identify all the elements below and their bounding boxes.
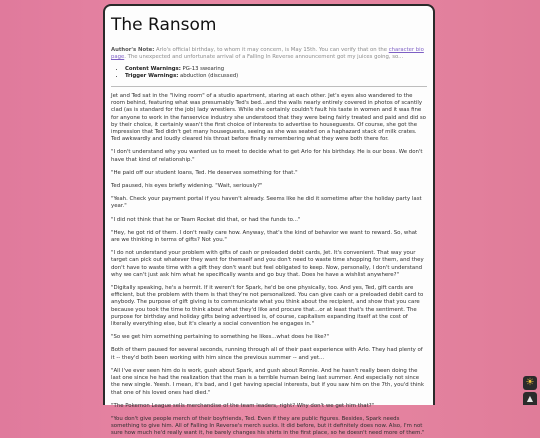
sun-icon: ☀ bbox=[525, 377, 535, 388]
author-note-label: Author's Note: bbox=[111, 47, 155, 53]
story-paragraph: Ted paused, his eyes briefly widening. "Wait, seriously?" bbox=[111, 183, 263, 190]
story-paragraph: "You don't give people merch of their boyfriends, Ted. Even if they are public figures. Besides, Spark needs something to give him. All of Falling In Reverse's merch sucks. It did before, but it definitely does now. Also, I'm not sure how much he'd really want it, he barely changes his shirts in the first place, so he doesn't need more of them." bbox=[111, 415, 425, 437]
warning-label: Trigger Warnings: bbox=[125, 73, 179, 79]
divider bbox=[111, 86, 427, 87]
character-bio-link[interactable]: character bio page bbox=[111, 47, 424, 60]
story-paragraph: Both of them paused for several seconds, running through all of their past experience with Arlo. They had plenty of it -- they'd both been working with him since the previous summer -- and yet... bbox=[111, 347, 423, 361]
story-body bbox=[111, 93, 427, 438]
story-paragraph: Jet and Ted sat in the "living room" of a studio apartment, staring at each other. Jet's eyes also wandered to the room behind, featuring what was presumably Ted's bed...and the walls nearly entirely covered in photos of scantily clad (as is standard for the job) lady wrestlers. While she certainly couldn't fault his taste in women and it was fine for anyone to work in the fanservice industry she understood that they were being fairly treated and paid and did so by their choice, it certainly wasn't the first choice of interests to advertise to houseguests. Of course, she got the impression that Ted didn't get many houseguests, seeing as she was seated on a haphazard stack of milk crates. Ted awkwardly and loudly cleared his throat before finally remembering what they were both there for. bbox=[111, 93, 426, 143]
author-note-text-2: . The unexpected and unfortunate arrival of a Falling In Reverse announcement got my juices going, so... bbox=[124, 54, 404, 60]
warning-item bbox=[125, 66, 427, 73]
story-paragraph: "All I've ever seen him do is work, gush about Spark, and gush about Ronnie. And he hasn't really been doing the last one since he had the realization that the man is a terrible human being last summer. And especially not since the new single. Yeesh. I mean, it's bad, and I get having special interests, but if you saw him on the 7th, you'd think that one of his loved ones had died." bbox=[111, 367, 424, 396]
story-paragraph: "Yeah. Check your payment portal if you haven't already. Seems like he did it sometime after the holiday party last year." bbox=[111, 196, 422, 210]
author-note bbox=[111, 47, 427, 61]
story-paragraph: "He paid off our student loans, Ted. He deserves something for that." bbox=[111, 169, 298, 176]
warning-value: PG-13 swearing bbox=[182, 66, 225, 72]
post-title: The Ransom bbox=[111, 15, 217, 35]
story-paragraph: "I do not understand your problem with gifts of cash or preloaded debit cards, Jet. It's convenient. That way your target can pick out whatever they want for themself and you don't need to waste time shopping for them, and they don't have to waste time with a gift they don't want but feel obligated to keep. Now, personally, I don't understand why we can't just ask him what he specifically wants and go buy that. Does he have a wishlist anywhere?" bbox=[111, 250, 424, 278]
warning-label: Content Warnings: bbox=[125, 66, 181, 72]
story-paragraph: "Digitally speaking, he's a hermit. If it weren't for Spark, he'd be one physically, too. And yes, Ted, gift cards are efficient, but the problem with them is that they're not personalized. You can give cash or a preloaded debit card to anybody. The purpose of gift giving is to communicate what you think about the recipient, and show that you care because you took the time to think about what they'd like and procure that...or at least that's the sentiment. The purpose for birthday and holiday gifts being advertised is, of course, capitalism expanding itself at the cost of literally everything else, but it's clearly a social convention he engages in." bbox=[111, 285, 424, 328]
story-paragraph: "I did not think that he or Team Rocket did that, or had the funds to..." bbox=[111, 216, 301, 223]
warnings-list bbox=[111, 66, 427, 80]
story-paragraph: "So we get him something pertaining to something he likes...what does he like?" bbox=[111, 334, 329, 341]
story-paragraph: "Hey, he got rid of them. I don't really care how. Anyway, that's the kind of behavior we want to reward. So, what are we thinking in terms of gifts? Not you." bbox=[111, 229, 418, 244]
warning-value: abduction (discussed) bbox=[180, 73, 239, 79]
author-note-text: Arlo's official birthday, to whom it may concern, is May 15th. You can verify that on the bbox=[156, 47, 388, 53]
scroll-top-button[interactable] bbox=[523, 392, 537, 405]
warning-item bbox=[125, 73, 427, 80]
story-paragraph: "I don't understand why you wanted us to meet to decide what to get Arlo for his birthday. He is our boss. We don't have that kind of relationship." bbox=[111, 149, 423, 163]
theme-toggle-button[interactable] bbox=[523, 376, 537, 390]
story-paragraph: "The Pokemon League sells merchandise of the team leaders, right? Why don't we get him that?" bbox=[111, 402, 375, 409]
arrow-up-icon: ▲ bbox=[526, 394, 534, 403]
post-card bbox=[103, 4, 435, 437]
